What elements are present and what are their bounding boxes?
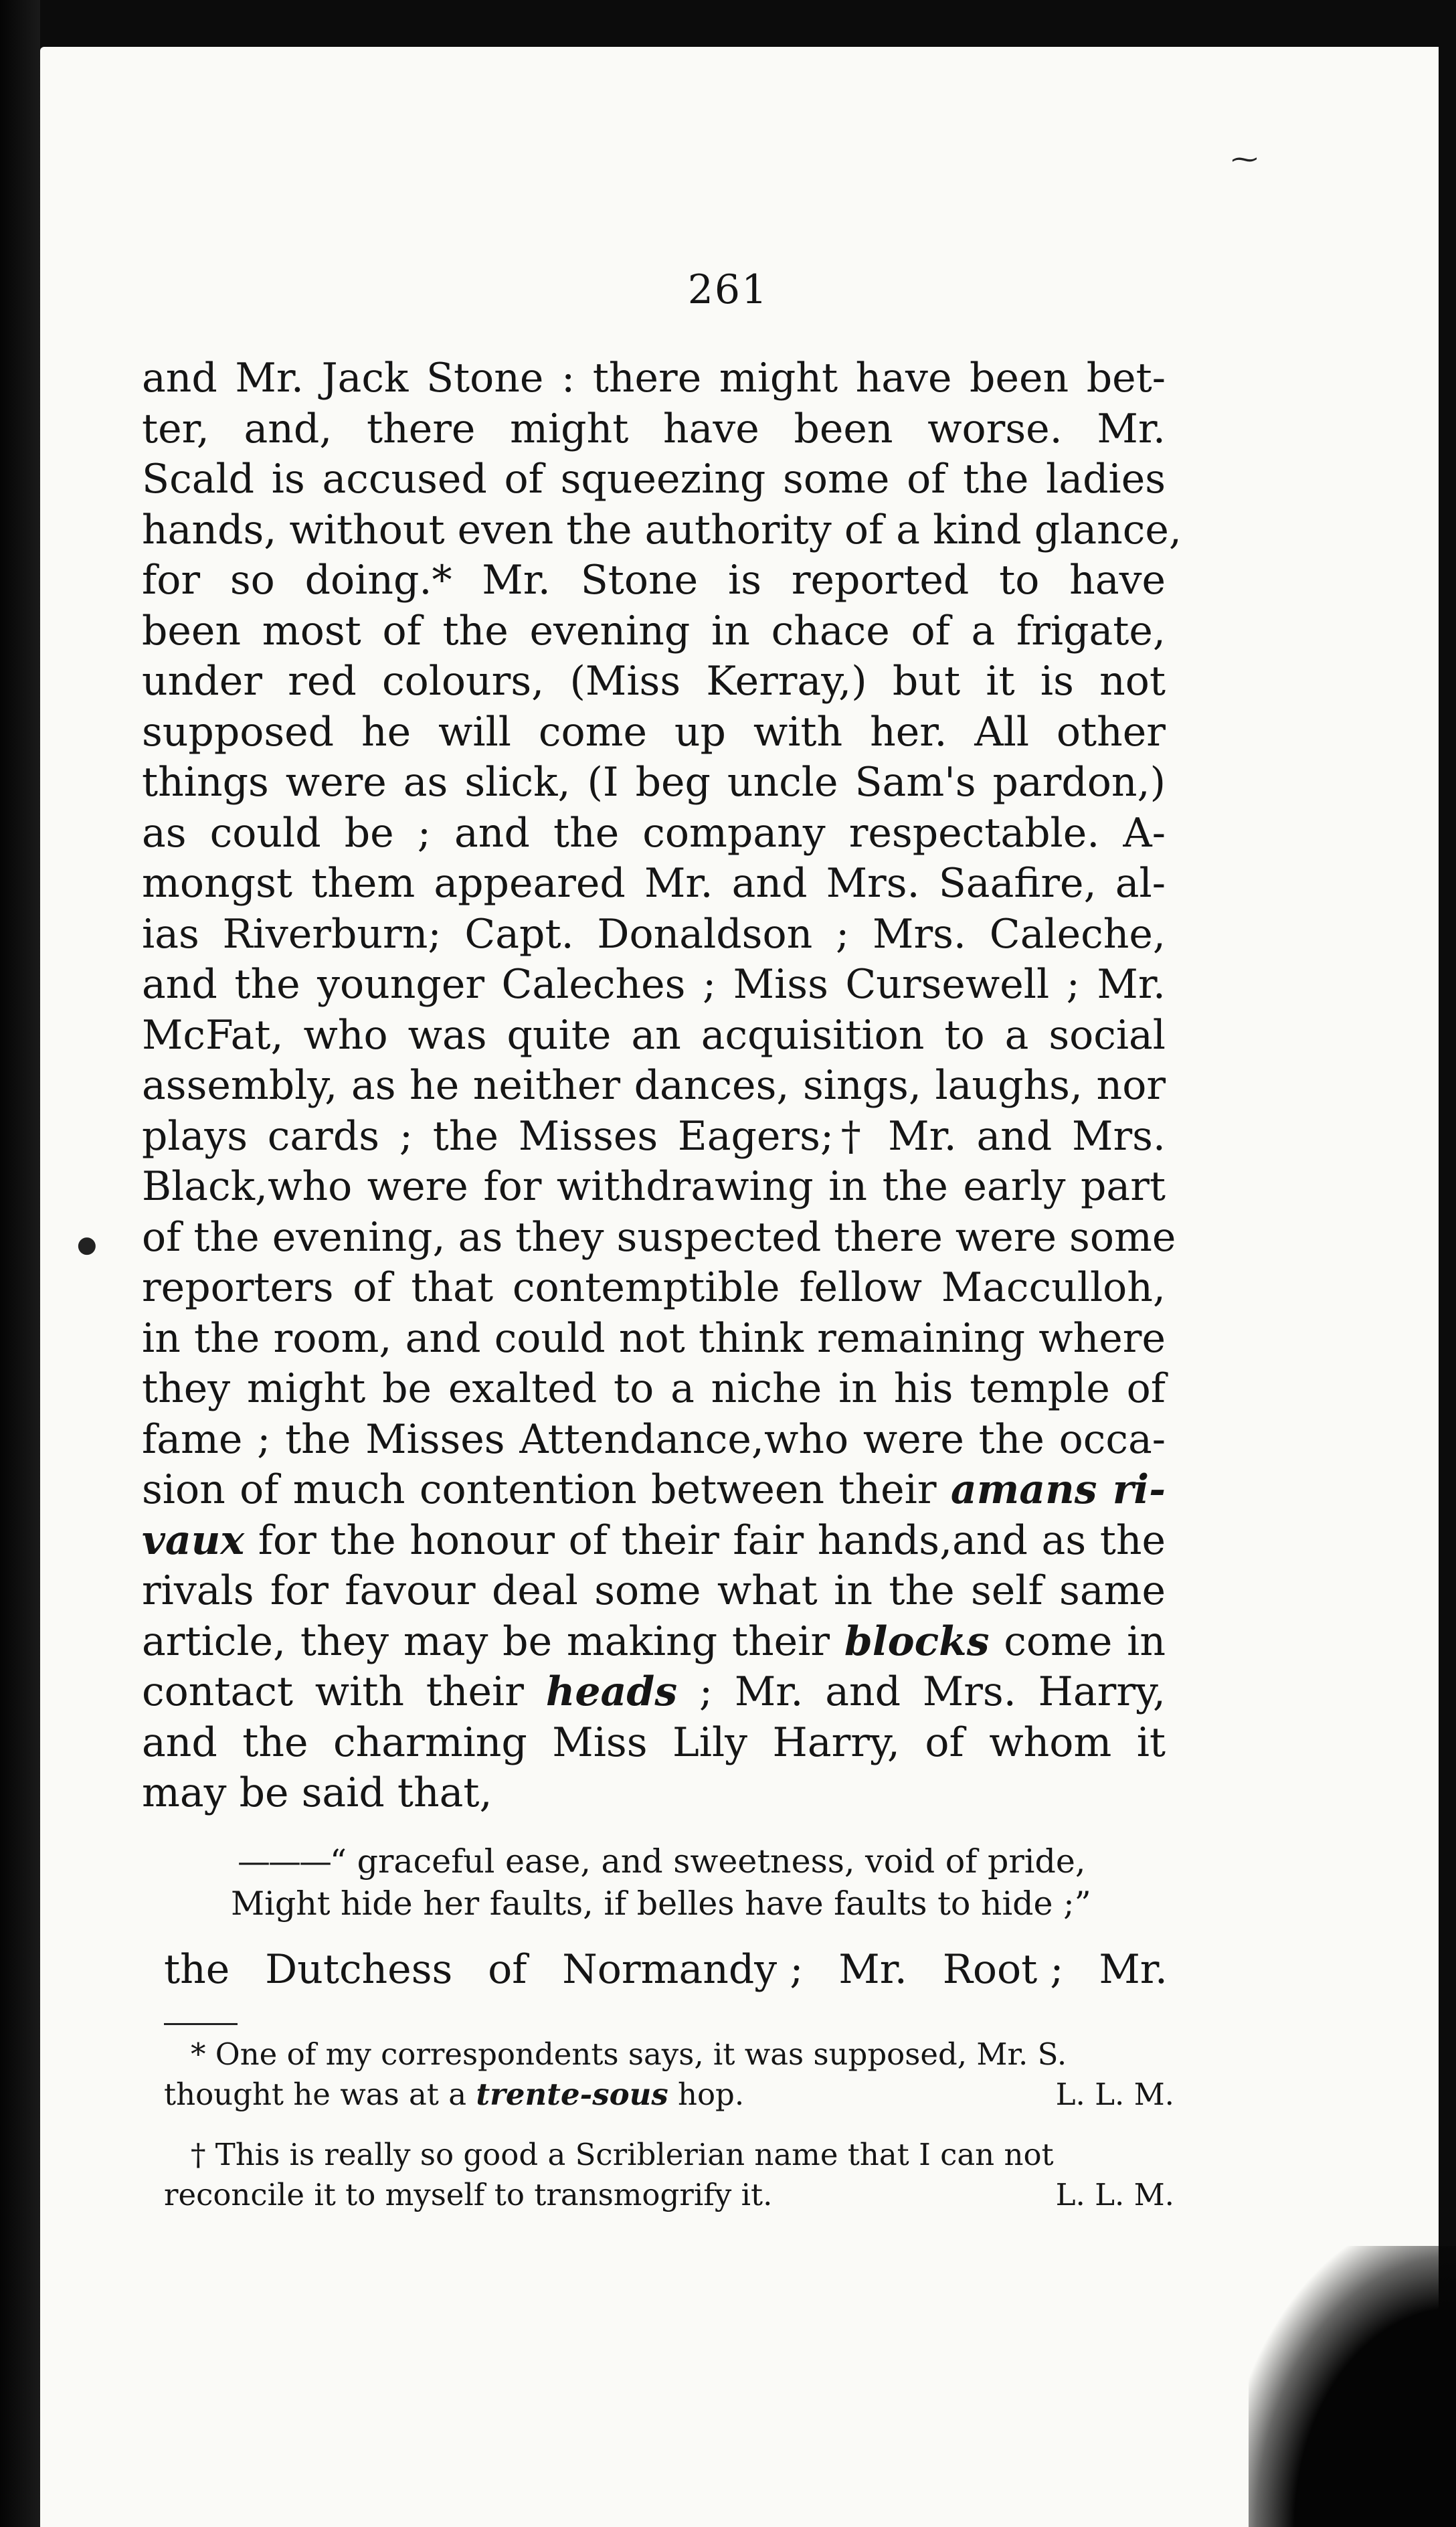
footnote-line <box>164 2075 1174 2115</box>
word: of <box>488 1946 527 1993</box>
footnote-text: reconcile it to myself to transmogrify it. <box>164 2177 773 2212</box>
footnote-line: * One of my correspondents says, it was supposed, Mr. S. <box>191 2036 1067 2072</box>
text-line: assembly, as he neither dances, sings, laughs, nor <box>142 1062 1166 1109</box>
verse-quote <box>231 1840 1174 1925</box>
text-line: fame ; the Misses Attendance,who were the occa- <box>142 1415 1166 1463</box>
text-line: as could be ; and the company respectable. A- <box>142 809 1166 857</box>
footnote-2 <box>164 2135 1174 2215</box>
italic-text: amans ri- <box>950 1466 1166 1513</box>
footnote-line <box>164 2175 1174 2215</box>
footnote-signature: L. L. M. <box>1055 2077 1174 2112</box>
word: Mr. <box>1099 1946 1168 1993</box>
text-line <box>142 1516 1166 1567</box>
text-line: under red colours, (Miss Kerray,) but it is not <box>142 658 1166 705</box>
quote-dash: ——— <box>238 1842 330 1881</box>
text-span: thought he was at a <box>164 2077 476 2112</box>
text-line: things were as slick, (I beg uncle Sam's pardon,) <box>142 759 1166 806</box>
italic-text: trente-sous <box>476 2077 668 2112</box>
text-span: for the honour of their fair hands,and as the <box>244 1516 1166 1564</box>
text-line: they might be exalted to a niche in his temple of <box>142 1365 1166 1412</box>
footnote-1 <box>164 2034 1174 2115</box>
text-span: sion of much contention between their <box>142 1466 951 1513</box>
text-line: McFat, who was quite an acquisition to a social <box>142 1011 1166 1059</box>
text-line: Scald is accused of squeezing some of the ladies <box>142 456 1166 503</box>
text-line: ter, and, there might have been worse. Mr. <box>142 405 1166 452</box>
quote-line: Might hide her faults, if belles have faults to hide ;” <box>231 1885 1091 1923</box>
italic-text: vaux <box>142 1516 245 1564</box>
text-span: come in <box>989 1618 1166 1665</box>
footnote-rule <box>164 2023 238 2025</box>
quote-line <box>238 1840 1174 1883</box>
text-line: reporters of that contemptible fellow Macculloh, <box>142 1264 1166 1311</box>
text-line: rivals for favour deal some what in the self same <box>142 1567 1166 1614</box>
text-span: ; Mr. and Mrs. Harry, <box>677 1668 1166 1715</box>
text-line: and the charming Miss Lily Harry, of whom it <box>142 1719 1166 1766</box>
body-text <box>142 353 1182 1819</box>
text-line: ias Riverburn; Capt. Donaldson ; Mrs. Caleche, <box>142 910 1166 958</box>
stray-mark: ⁓ <box>1231 144 1258 175</box>
page-edge-shadow <box>0 0 40 2527</box>
text-line: mongst them appeared Mr. and Mrs. Saafire, al- <box>142 860 1166 907</box>
word: Mr. <box>838 1946 907 1993</box>
text-line: supposed he will come up with her. All other <box>142 708 1166 756</box>
text-line: may be said that, <box>142 1769 492 1816</box>
word: Normandy ; <box>562 1946 804 1993</box>
text-span: article, they may be making their <box>142 1618 844 1665</box>
continuation-line <box>164 1946 1168 1993</box>
italic-text: blocks <box>844 1618 990 1665</box>
text-line <box>142 1617 1166 1668</box>
text-span: hop. <box>668 2077 745 2112</box>
footnote-line: † This is really so good a Scriblerian name that I can not <box>191 2137 1054 2172</box>
text-line: and the younger Caleches ; Miss Cursewell ; Mr. <box>142 961 1166 1008</box>
italic-text: heads <box>545 1668 678 1715</box>
text-line: and Mr. Jack Stone : there might have been bet- <box>142 355 1166 402</box>
text-line: been most of the evening in chace of a frigate, <box>142 607 1166 655</box>
stray-dot: ● <box>77 1231 97 1258</box>
page-number: 261 <box>687 266 769 313</box>
word: the <box>164 1946 230 1993</box>
text-span: contact with their <box>142 1668 546 1715</box>
quote-text: “ graceful ease, and sweetness, void of pride, <box>330 1842 1086 1881</box>
word: Dutchess <box>265 1946 453 1993</box>
text-line: for so doing.* Mr. Stone is reported to have <box>142 557 1166 604</box>
text-line <box>142 1667 1166 1718</box>
text-line <box>142 1465 1166 1516</box>
text-line: hands, without even the authority of a kind glance, <box>142 506 1182 553</box>
text-line: of the evening, as they suspected there were some <box>142 1213 1176 1261</box>
footnote-signature: L. L. M. <box>1055 2177 1174 2212</box>
text-line: plays cards ; the Misses Eagers;† Mr. and Mrs. <box>142 1112 1166 1160</box>
footnote-text <box>164 2075 744 2115</box>
thumb-shadow <box>1249 2246 1456 2527</box>
word: Root ; <box>942 1946 1064 1993</box>
text-line: in the room, and could not think remaining where <box>142 1314 1166 1362</box>
text-line: Black,who were for withdrawing in the early part <box>142 1163 1166 1210</box>
